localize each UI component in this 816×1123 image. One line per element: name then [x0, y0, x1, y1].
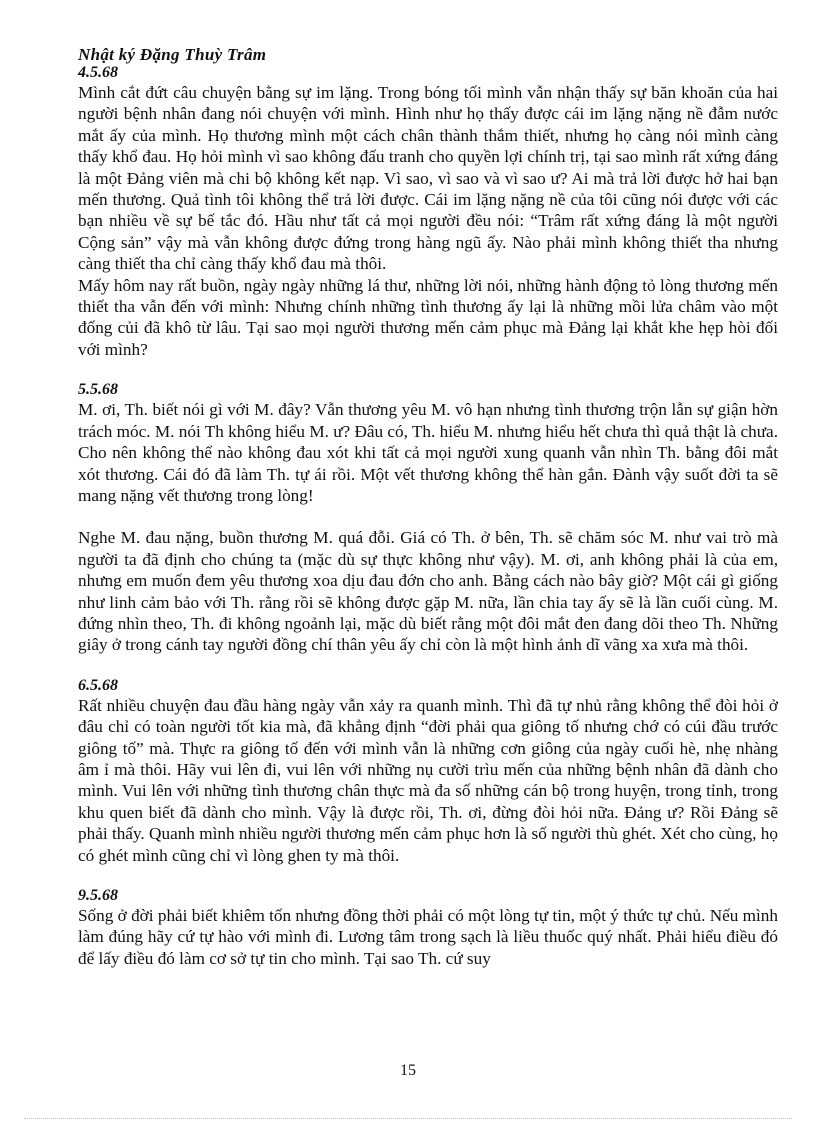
paragraph: Sống ở đời phải biết khiêm tốn nhưng đồng thời phải có một lòng tự tin, một ý thức tự chủ. Nếu mình làm đúng hãy cứ tự hào với mình đi. Lương tâm trong sạch là liều thuốc quý nhất. Phải hiểu điều đó để lấy điều đó làm cơ sở tự tin cho mình. Tại sao Th. cứ suy — [78, 906, 778, 968]
paragraph: Mình cắt đứt câu chuyện bằng sự im lặng. Trong bóng tối mình vẫn nhận thấy sự băn khoăn của hai người bệnh nhân đang nói chuyện với mình. Hình như họ thấy được cái im lặng nặng nề đẫm nước mắt ấy của mình. Họ thương mình một cách chân thành thắm thiết, nhưng họ càng nói mình càng thấy khổ đau. Họ hỏi mình vì sao không đấu tranh cho quyền lợi chính trị, tại sao mình rất xứng đáng là một Đảng viên mà chi bộ không kết nạp. Vì sao, vì sao và vì sao ư? Ai mà trả lời được hở hai bạn mến thương. Quả tình tôi không thể trả lời được. Cái im lặng nặng nề của tôi cũng nói được với các bạn nhiều về sự bế tắc đó. Hầu như tất cả mọi người đều nói: “Trâm rất xứng đáng là một người Cộng sản” vậy mà vẫn không được đứng trong hàng ngũ ấy. Nào phải mình không thiết tha nhưng càng thiết tha chỉ càng thấy khổ đau mà thôi. — [78, 83, 778, 274]
paragraph: Rất nhiều chuyện đau đầu hàng ngày vẫn xảy ra quanh mình. Thì đã tự nhủ rằng không thể đòi hỏi ở đâu chỉ có toàn người tốt kia mà, đã khẳng định “đời phải qua giông tố nhưng chớ có cúi đầu trước giông tố” mà. Thực ra giông tố đến với mình vẫn là những cơn giông của ngày cuối hè, nhẹ nhàng âm ỉ mà thôi. Hãy vui lên đi, vui lên với những nụ cười trìu mến của những bệnh nhân đã dành cho mình. Vui lên với những tình thương chân thực mà đa số những cán bộ trong huyện, trong tỉnh, trong khu quen biết đã dành cho mình. Vậy là được rồi, Th. ơi, đừng đòi hỏi nữa. Đảng ư? Rồi Đảng sẽ phải thấy. Quanh mình nhiều người thương mến cảm phục hơn là số người thù ghét. Xét cho cùng, họ có ghét mình cũng chỉ vì lòng ghen ty mà thôi. — [78, 695, 778, 865]
spacer — [78, 656, 778, 677]
document-page — [78, 46, 778, 969]
document-title: Nhật ký Đặng Thuỳ Trâm — [78, 45, 267, 64]
entry-date: 9.5.68 — [78, 887, 118, 904]
paragraph: Nghe M. đau nặng, buồn thương M. quá đỗi. Giá có Th. ở bên, Th. sẽ chăm sóc M. như vai trò mà người ta đã định cho chúng ta (mặc dù sự thực không như vậy). M. ơi, anh không phải là của em, nhưng em muốn đem yêu thương xoa dịu đau đớn cho anh. Bằng cách nào bây giờ? Một cái gì giống như linh cảm bảo với Th. rằng rồi sẽ không được gặp M. nữa, lần chia tay ấy sẽ là lần cuối cùng. M. đứng nhìn theo, Th. đi không ngoảnh lại, mặc dù biết rằng một đôi mắt đen đang dõi theo Th. Những giây ở trong cánh tay người đồng chí thân yêu ấy chỉ còn là một hình ảnh dĩ vãng xa xưa mà thôi. — [78, 528, 778, 655]
paragraph: M. ơi, Th. biết nói gì với M. đây? Vẫn thương yêu M. vô hạn nhưng tình thương trộn lẫn sự giận hờn trách móc. M. nói Th không hiểu M. ư? Đâu có, Th. hiểu M. nhưng hiểu hết chưa thì quả thật là chưa. Cho nên không thể nào không đau xót khi tất cả mọi người xung quanh vẫn nhìn Th. bằng đôi mắt xót thương. Cái đó đã làm Th. tự ái rồi. Một vết thương không thể hàn gắn. Đành vậy suốt đời ta sẽ mang nặng vết thương trong lòng! — [78, 400, 778, 505]
paragraph: Mấy hôm nay rất buồn, ngày ngày những lá thư, những lời nói, những hành động tỏ lòng thương mến thiết tha vẫn đến với mình: Nhưng chính những tình thương ấy lại là những mồi lửa châm vào một đống củi đã khô từ lâu. Tại sao mọi người thương mến cảm phục mà Đảng lại khắt khe hẹp hòi đối với mình? — [78, 275, 778, 359]
spacer — [78, 360, 778, 381]
page-bottom-divider — [24, 1118, 792, 1119]
spacer — [78, 866, 778, 887]
entry-date: 6.5.68 — [78, 676, 118, 694]
entry-date: 5.5.68 — [78, 381, 118, 399]
entry-date: 4.5.68 — [78, 64, 118, 81]
page-number: 15 — [400, 1062, 416, 1079]
spacer — [78, 506, 778, 527]
